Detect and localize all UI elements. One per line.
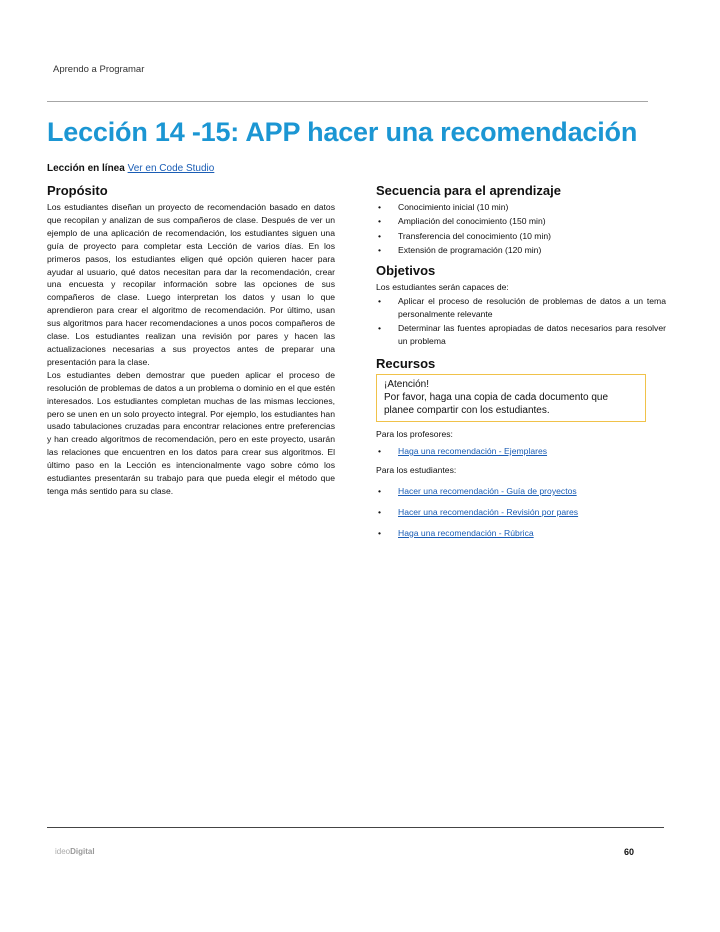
student-resources-list [376, 485, 666, 540]
copy-notice-box [376, 374, 646, 422]
bullet-icon: • [378, 446, 382, 457]
page-title: Lección 14 -15: APP hacer una recomendación [47, 117, 638, 147]
resource-link-peer-review[interactable]: Hacer una recomendación - Revisión por pares [398, 506, 579, 517]
running-header: Aprendo a Programar [53, 64, 145, 75]
bullet-icon: • [378, 296, 382, 307]
objectives-intro: Los estudiantes serán capaces de: [376, 282, 509, 293]
online-lesson-label: Lección en línea [47, 163, 125, 174]
list-item: • Aplicar el proceso de resolución de problemas de datos a un tema personalmente relevante [378, 296, 666, 319]
resource-link-rubric[interactable]: Haga una recomendación - Rúbrica [398, 527, 534, 538]
online-lesson-line [47, 163, 214, 174]
purpose-section [47, 183, 335, 498]
teacher-resources-list [376, 445, 666, 458]
bullet-icon: • [378, 506, 382, 517]
purpose-paragraph-2: Los estudiantes deben demostrar que pueden aplicar el proceso de resolución de problemas de datos a un problema o dominio en el que estén interesados. Los estudiantes completan muchas de las mismas lecciones, pero se unen en un solo proyecto integral. Por ejemplo, los estudiantes han usado tabulaciones cruzadas para encontrar relaciones entre preferencias y han creado algoritmos de recomendación, pero en este proyecto, usarán las relaciones que encuentren en los datos para crear sus algoritmos. El último paso en la Lección es intencionalmente vago sobre cómo los estudiantes presentarán su trabajo para que pueda elegir el método que tenga más sentido para su clase. [47, 369, 335, 496]
list-item [376, 527, 666, 540]
notice-title: ¡Atención! [384, 379, 430, 391]
objectives-heading: Objetivos [376, 263, 436, 279]
bullet-icon: • [378, 216, 382, 227]
sequence-list [376, 201, 666, 257]
bullet-icon: • [378, 527, 382, 538]
header-divider [47, 101, 648, 102]
list-item [376, 485, 666, 498]
list-item: • Ampliación del conocimiento (150 min) [378, 216, 546, 227]
list-item: • Determinar las fuentes apropiadas de datos necesarios para resolver un problema [378, 323, 666, 347]
list-item: • Transferencia del conocimiento (10 min) [378, 230, 552, 241]
list-item: • Extensión de programación (120 min) [378, 245, 542, 256]
bullet-icon: • [378, 245, 382, 256]
page-number: 60 [624, 847, 635, 857]
sequence-heading: Secuencia para el aprendizaje [376, 183, 561, 198]
students-label: Para los estudiantes: [376, 464, 457, 475]
purpose-heading: Propósito [47, 183, 108, 198]
bullet-icon: • [378, 485, 382, 496]
notice-text: Por favor, haga una copia de cada documento que planee compartir con los estudiantes. [384, 392, 609, 417]
resource-link-exemplars[interactable]: Haga una recomendación - Ejemplares [398, 446, 548, 457]
bullet-icon: • [378, 202, 382, 212]
teachers-label: Para los profesores: [376, 429, 453, 440]
code-studio-link[interactable]: Ver en Code Studio [127, 163, 215, 174]
purpose-paragraph-1: Los estudiantes diseñan un proyecto de recomendación basado en datos que recopilan y analizan de sus compañeros de clase. Después de ver un ejemplo de una aplicación de recomendación, los estudiantes siguen una guía de proyecto para completar esta Lección de varios días. En los primeros pasos, los estudiantes eligen qué opción quieren hacer para ayudar al usuario, qué datos necesitan para dar la recomendación, crear una encuesta y recopilar información sobre las opciones de sus compañeros de clase. Luego interpretan los datos y usan lo que aprendieron para crear el algoritmo de recomendación. Por último, usan sus algoritmos para hacer recomendaciones a unos pocos compañeros de clase. Los estudiantes realizan una revisión por pares y hacen las actualizaciones necesarias a sus proyectos antes de preparar una presentación para la clase. [47, 202, 335, 367]
bullet-icon: • [378, 230, 382, 241]
objectives-list [376, 295, 666, 348]
footer-divider [47, 827, 664, 828]
resource-link-project-guide[interactable]: Hacer una recomendación - Guía de proyectos [398, 485, 577, 496]
list-item [376, 445, 666, 458]
bullet-icon: • [378, 323, 382, 334]
resources-heading: Recursos [376, 356, 436, 372]
right-column [376, 183, 666, 548]
list-item: • Conocimiento inicial (10 min) [378, 202, 509, 212]
list-item [376, 506, 666, 519]
footer-brand-logo: ideoDigital [55, 847, 95, 856]
